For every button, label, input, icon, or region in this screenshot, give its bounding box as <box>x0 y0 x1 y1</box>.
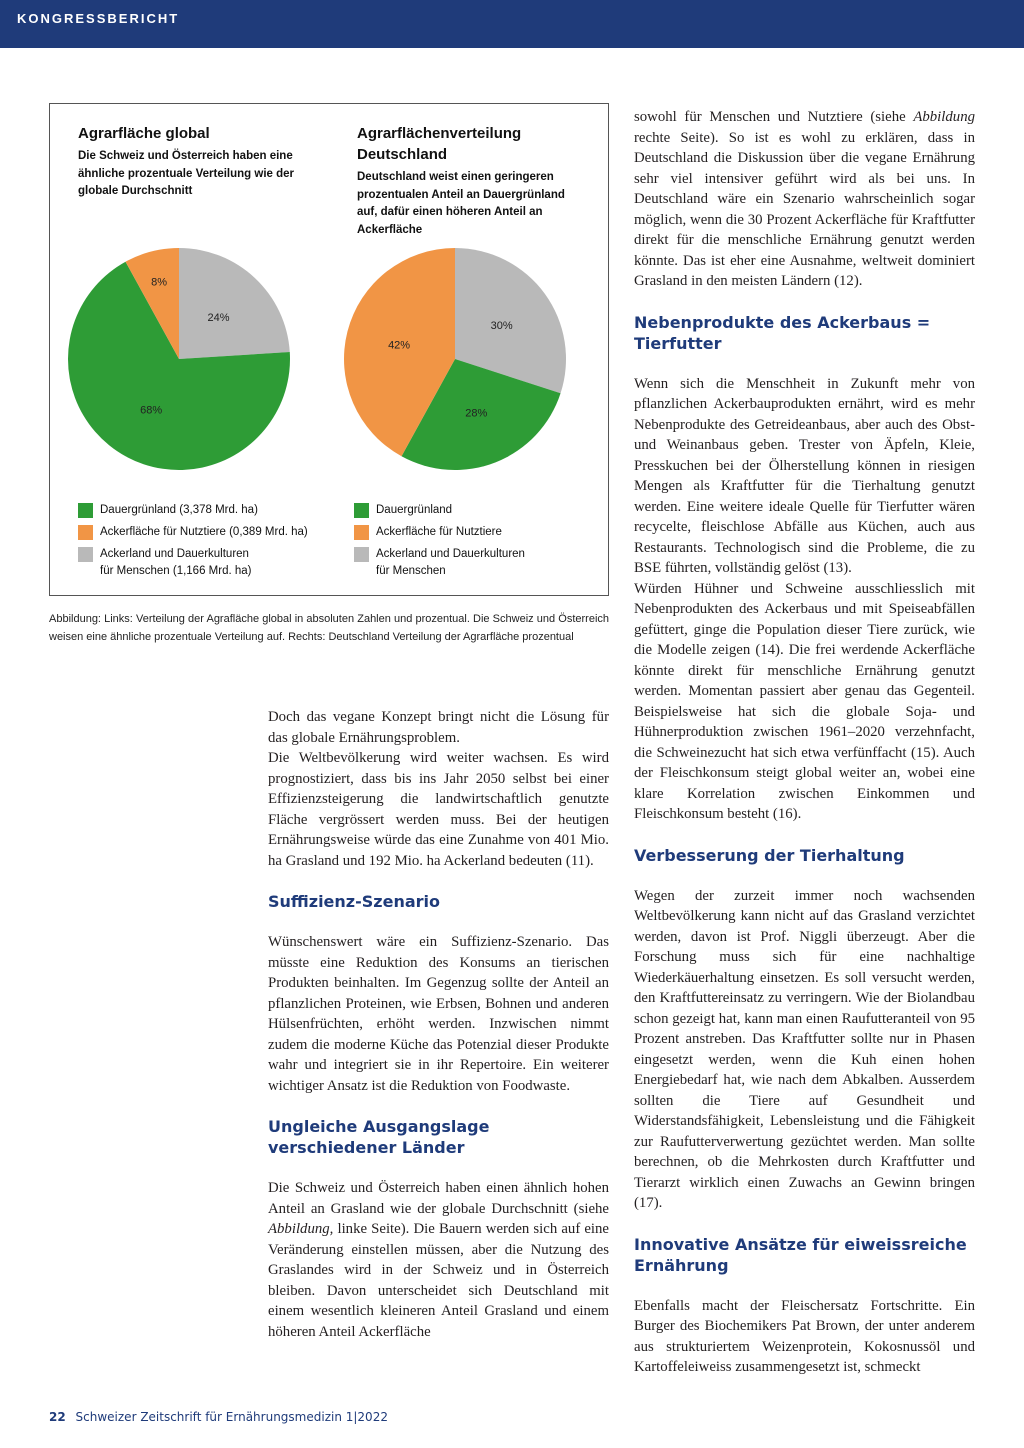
text-column-right <box>634 107 975 1378</box>
text-run: sowohl für Menschen und Nutztiere (siehe <box>634 109 914 125</box>
figure-caption: Abbildung: Links: Verteilung der Agrafläche global in absoluten Zahlen und prozentual. Die Schweiz und Österreich weisen eine ähnliche prozentuale Verteilung auf. Rechts: Deutschland Verteilung der Agrarfläche prozentual <box>49 613 609 643</box>
chart-title-germany: Agrarflächenverteilung Deutschland <box>357 125 522 163</box>
journal-title: Schweizer Zeitschrift für Ernährungsmedizin 1|2022 <box>75 1410 388 1424</box>
legend-swatch-orange <box>354 525 369 540</box>
section-label: KONGRESSBERICHT <box>17 11 180 26</box>
paragraph <box>268 1178 609 1342</box>
legend-label: Ackerfläche für Nutztiere (0,389 Mrd. ha) <box>100 526 308 538</box>
paragraph: Wegen der zurzeit immer noch wachsenden Weltbevölkerung kann nicht auf das Grasland verzichtet werden, davon ist Prof. Niggli überzeugt. Aber die Forschung muss sich für eine nachhaltige Wiederkäuerhaltung einsetzen. Es soll versucht werden, den Kraftfuttereinsatz zu verringern. Wie der Biolandbau schon gezeigt hat, kann man einen Raufutteranteil von 95 Prozent anstreben. Das Kraftfutter sollte nur in Phasen eingesetzt werden, wenn die Kuh einen hohen Energiebedarf hat, wie nach dem Abkalben. Ausserdem sollten die Tiere auf Gesundheit und Widerstandsfähigkeit, Lebensleistung und die Fähigkeit zur Raufutterverwertung gezüchtet werden. Man sollte berechnen, ob die Mehrkosten durch Kraftfutter und Tierarzt wirklich einen Zuwachs an Gewinn bringen (17). <box>634 887 975 1211</box>
legend-label: für Menschen (1,166 Mrd. ha) <box>100 565 252 577</box>
pie-slice-label: 28% <box>465 407 488 420</box>
legend-item <box>354 502 584 519</box>
page-number: 22 <box>49 1410 66 1424</box>
legend-item <box>78 524 328 541</box>
text-run: Die Schweiz und Österreich haben einen ähnlich hohen Anteil an Grasland wie der globale Durchschnitt (siehe <box>268 1180 609 1217</box>
pie-chart-germany <box>343 247 567 471</box>
text-run: linke Seite). Die Bauern werden sich auf eine Veränderung einstellen müssen, aber die Nutzung des Graslandes wird in der Schweiz und in Österreich bleiben. Davon unterscheidet sich Deutschland mit einem wesentlich kleineren Anteil Grasland und einem höheren Anteil Ackerfläche <box>268 1221 609 1340</box>
paragraph: Wünschenswert wäre ein Suffizienz-Szenario. Das müsste eine Reduktion des Konsums an tierischen Produkten beinhalten. Im Gegenzug sollte der Anteil an pflanzlichen Proteinen, wie Erbsen, Bohnen und anderen Hülsenfrüchten, erhöht werden. Inzwischen nimmt zudem die moderne Küche das Potenzial dieser Produkte wahr und integriert sie in ihr Repertoire. Ein weiterer wichtiger Ansatz ist die Reduktion von Foodwaste. <box>268 934 609 1094</box>
pie-slice-label: 30% <box>490 320 513 333</box>
figure-box <box>49 103 609 596</box>
text-emphasis: Abbildung <box>913 109 975 125</box>
legend-swatch-orange <box>78 525 93 540</box>
pie-slice-label: 68% <box>140 404 163 417</box>
legend-item <box>78 546 328 580</box>
paragraph: Ebenfalls macht der Fleischersatz Fortschritte. Ein Burger des Biochemikers Pat Brown, der unter anderem aus strukturiertem Weizenprotein, Kokosnussöl und Kartoffeleiweiss zusammengesetzt ist, schmeckt <box>634 1297 975 1375</box>
legend-label: Ackerfläche für Nutztiere <box>376 526 502 538</box>
paragraph: Wenn sich die Menschheit in Zukunft mehr von pflanzlichen Ackerbauprodukten ernährt, wird es mehr Nebenprodukte des Getreideanbaus, aber auch des Obst- und Weinanbaus geben. Trester von Äpfeln, Kleie, Presskuchen bei der Ölherstellung können in riesigen Mengen als Kraftfutter für die Tierhaltung genutzt werden. Eine weitere ideale Quelle für Tierfutter wären recycelte, fleischlose Abfälle aus Küchen, auch aus Restaurants. Technologisch sind die Probleme, die zu BSE führten, vollständig gelöst (13). <box>634 375 975 576</box>
legend-label: für Menschen <box>376 565 446 577</box>
section-heading: Ungleiche Ausgangslage verschiedener Länder <box>268 1117 490 1157</box>
page-footer <box>49 1410 388 1424</box>
legend-swatch-green <box>78 503 93 518</box>
legend-global <box>78 502 328 585</box>
paragraph: Doch das vegane Konzept bringt nicht die Lösung für das globale Ernährungsproblem. <box>268 709 609 746</box>
pie-chart-global <box>67 247 291 471</box>
section-heading: Innovative Ansätze für eiweissreiche Ernährung <box>634 1234 967 1275</box>
section-heading: Nebenprodukte des Ackerbaus = Tierfutter <box>634 312 931 353</box>
legend-swatch-green <box>354 503 369 518</box>
header-bar <box>0 0 1024 48</box>
legend-item <box>354 546 584 580</box>
legend-label: Ackerland und Dauerkulturen <box>100 548 249 560</box>
pie-slice-label: 24% <box>207 311 230 324</box>
section-heading: Suffizienz-Szenario <box>268 892 440 911</box>
pie-slice-label: 8% <box>151 276 168 289</box>
chart-title-global: Agrarfläche global <box>78 125 210 142</box>
legend-item <box>78 502 328 519</box>
section-heading: Verbesserung der Tierhaltung <box>634 845 905 865</box>
pie-slice-label: 42% <box>388 339 411 352</box>
pie-slice-ackerland-menschen <box>179 248 290 359</box>
legend-label: Dauergrünland (3,378 Mrd. ha) <box>100 504 258 516</box>
chart-subtitle-global: Die Schweiz und Österreich haben eine ähnliche prozentuale Verteilung wie der globale Durchschnitt <box>78 150 294 197</box>
paragraph <box>634 107 975 292</box>
legend-swatch-gray <box>78 547 93 562</box>
text-run: rechte Seite). So ist es wohl zu erklären, dass in Deutschland die Diskussion über die vegane Ernährung sehr viel intensiver geführt wird als bei uns. In Deutschland wäre ein Szenario wahrscheinlich sogar möglich, wenn die 30 Prozent Ackerfläche für Kraftfutter direkt für die menschliche Ernährung genutzt werden könnte. Das ist eher eine Ausnahme, weltweit dominiert Grasland in den meisten Ländern (12). <box>634 129 975 289</box>
text-column-middle <box>268 707 609 1342</box>
legend-swatch-gray <box>354 547 369 562</box>
paragraph: Würden Hühner und Schweine ausschliesslich mit Nebenprodukten des Ackerbaus und mit Speiseabfällen gefüttert, ginge die Population dieser Tiere zurück, wie die Modelle zeigen (14). Die frei werdende Ackerfläche könnte direkt für menschliche Ernährung genutzt werden. Momentan passiert aber genau das Gegenteil. Beispielsweise hat sich die globale Soja- und Hühnerproduktion zwischen 1961–2020 verzehnfacht, die Schweinezucht hat sich etwa verfünffacht (15). Auch der Fleischkonsum steigt global weiter an, wobei eine klare Korrelation zwischen Einkommen und Fleischkonsum besteht (16). <box>634 580 975 822</box>
legend-label: Ackerland und Dauerkulturen <box>376 548 525 560</box>
legend-label: Dauergrünland <box>376 504 453 516</box>
legend-germany <box>354 502 584 585</box>
legend-item <box>354 524 584 541</box>
text-emphasis: Abbildung, <box>268 1221 334 1237</box>
chart-subtitle-germany: Deutschland weist einen geringeren prozentualen Anteil an Dauergrünland auf, dafür einen höheren Anteil an Ackerfläche <box>357 171 565 236</box>
paragraph: Die Weltbevölkerung wird weiter wachsen. Es wird prognostiziert, dass bis ins Jahr 2050 selbst bei einer Effizienzsteigerung die landwirtschaftlich genutzte Fläche vergrössert werden muss. Bei der heutigen Ernährungsweise würde das eine Zunahme von 401 Mio. ha Grasland und 192 Mio. ha Ackerland bedeuten (11). <box>268 750 609 869</box>
